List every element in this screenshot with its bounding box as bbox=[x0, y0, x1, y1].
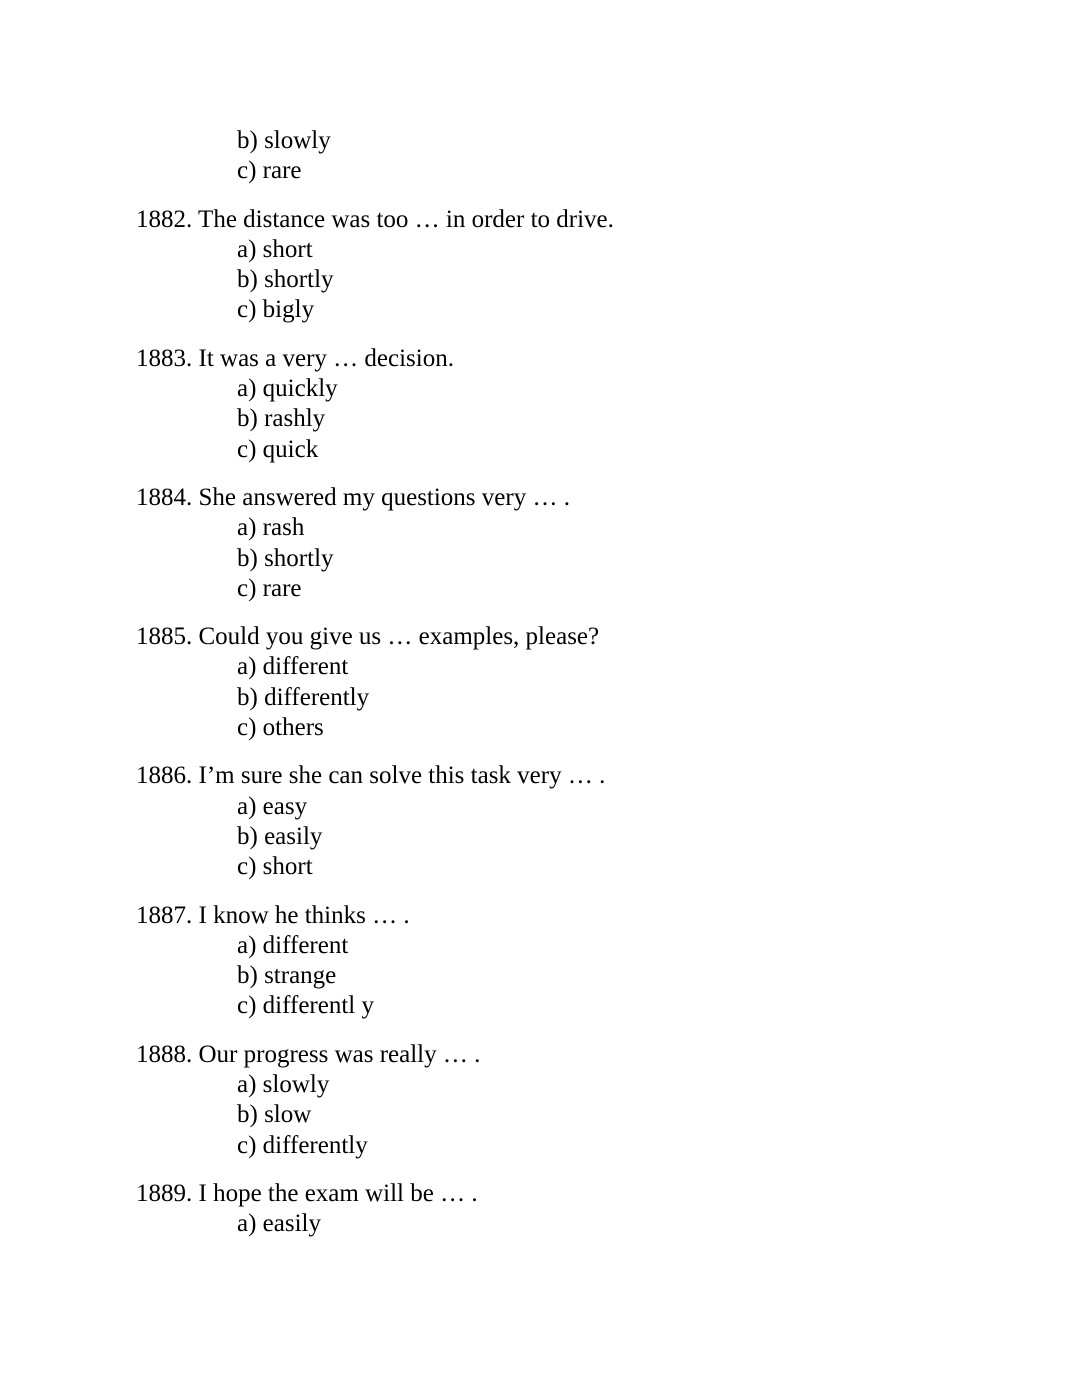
option: b) slowly bbox=[237, 127, 331, 154]
question-text: 1883. It was a very … decision. bbox=[136, 344, 454, 372]
option: c) short bbox=[237, 853, 313, 881]
option: a) easy bbox=[237, 792, 308, 820]
option: c) differentl y bbox=[237, 992, 374, 1020]
options-list bbox=[237, 931, 1036, 1022]
question-text: 1884. She answered my questions very … . bbox=[136, 483, 570, 511]
option: c) quick bbox=[237, 435, 319, 463]
question-text: 1885. Could you give us … examples, please? bbox=[136, 623, 600, 651]
question-1886 bbox=[136, 761, 1036, 882]
option: b) slow bbox=[237, 1101, 312, 1129]
option: b) differently bbox=[237, 683, 370, 711]
question-1887 bbox=[136, 901, 1036, 1022]
option: a) quickly bbox=[237, 375, 338, 403]
options-list bbox=[237, 374, 1036, 465]
option: a) short bbox=[237, 235, 313, 263]
option: c) differently bbox=[237, 1131, 368, 1159]
question-1888 bbox=[136, 1040, 1036, 1161]
option: c) bigly bbox=[237, 296, 315, 324]
option: b) shortly bbox=[237, 266, 334, 294]
question-text: 1886. I’m sure she can solve this task very … . bbox=[136, 762, 606, 790]
options-list bbox=[237, 792, 1036, 883]
option: a) rash bbox=[237, 514, 305, 542]
option: a) easily bbox=[237, 1210, 321, 1238]
options-list bbox=[237, 1070, 1036, 1161]
question-1882 bbox=[136, 205, 1036, 326]
option: c) others bbox=[237, 714, 324, 742]
question-1889 bbox=[136, 1179, 1036, 1240]
option: c) rare bbox=[237, 157, 302, 185]
options-list bbox=[237, 652, 1036, 743]
options-list bbox=[237, 513, 1036, 604]
option: a) slowly bbox=[237, 1071, 330, 1099]
option: c) rare bbox=[237, 574, 302, 602]
question-text: 1882. The distance was too … in order to drive. bbox=[136, 205, 614, 233]
question-1884 bbox=[136, 483, 1036, 604]
question-1885 bbox=[136, 622, 1036, 743]
option: b) rashly bbox=[237, 405, 326, 433]
option: b) strange bbox=[237, 962, 337, 990]
options-list bbox=[237, 1209, 1036, 1239]
option: b) easily bbox=[237, 822, 323, 850]
question-text: 1887. I know he thinks … . bbox=[136, 901, 410, 929]
option: b) shortly bbox=[237, 544, 334, 572]
question-text: 1888. Our progress was really … . bbox=[136, 1040, 481, 1068]
continued-options bbox=[237, 126, 1036, 187]
option: a) different bbox=[237, 931, 349, 959]
question-1883 bbox=[136, 344, 1036, 465]
question-list bbox=[136, 126, 1036, 1240]
option: a) different bbox=[237, 653, 349, 681]
question-text: 1889. I hope the exam will be … . bbox=[136, 1179, 478, 1207]
options-list bbox=[237, 235, 1036, 326]
